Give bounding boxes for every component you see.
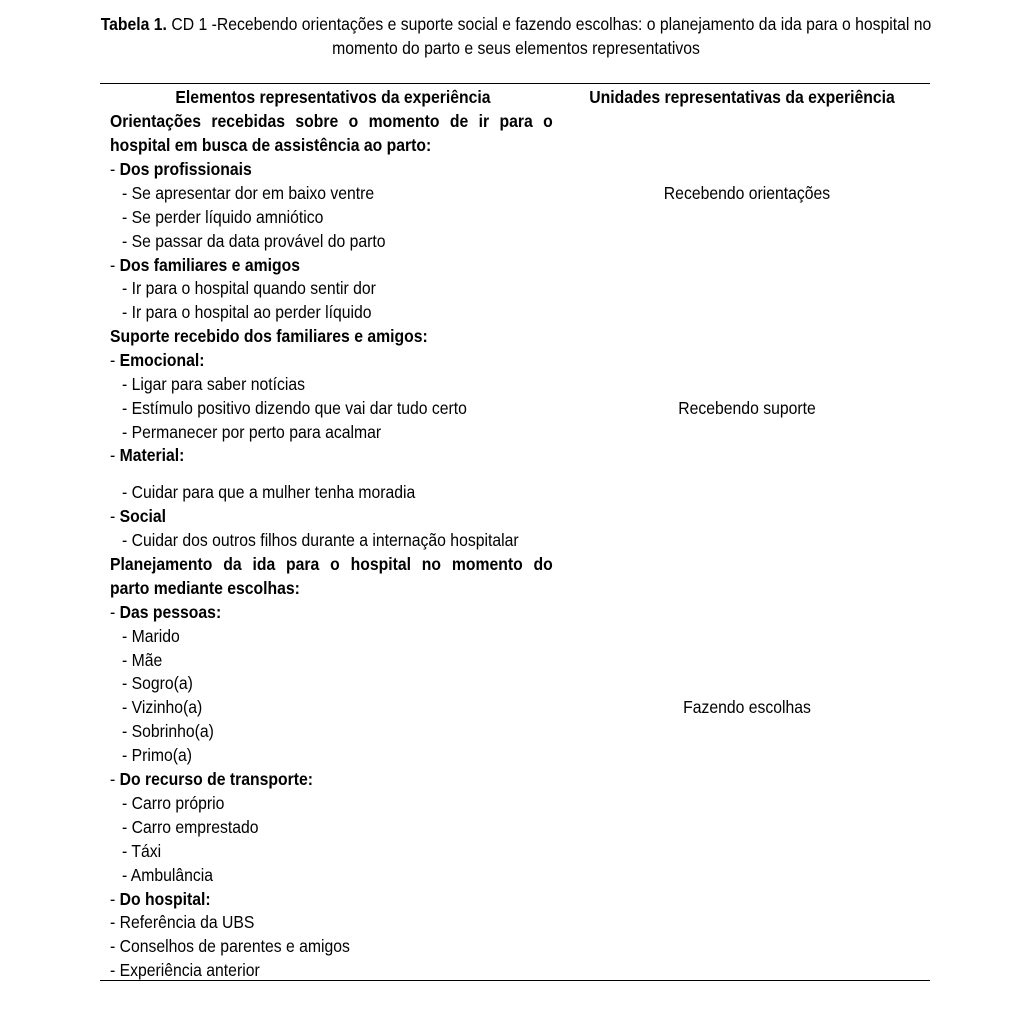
- list-item: - Permanecer por perto para acalmar: [122, 422, 382, 442]
- subcategory-label: [110, 600, 221, 624]
- list-item: - Sogro(a): [122, 673, 193, 693]
- subcategory-text: Social: [119, 506, 167, 526]
- subcategory-text: Dos profissionais: [119, 159, 252, 179]
- caption-text: CD 1 -Recebendo orientações e suporte social e fazendo escolhas: o planejamento da ida para o hospital no momento do parto e seus elementos representativos: [166, 14, 932, 58]
- list-item: - Carro emprestado: [122, 817, 259, 837]
- list-item: - Ambulância: [122, 865, 214, 885]
- subcategory-label: [110, 767, 313, 791]
- list-item: - Se passar da data provável do parto: [122, 231, 386, 251]
- column-header-elements: Elementos representativos da experiência: [175, 87, 491, 107]
- subcategory-label: [110, 157, 252, 181]
- category-heading: Orientações recebidas sobre o momento de ir para o: [110, 111, 553, 131]
- subcategory-label: [110, 443, 184, 467]
- dash-marker: -: [110, 350, 120, 370]
- subcategory-label: [110, 348, 205, 372]
- subcategory-text: Emocional:: [119, 350, 205, 370]
- list-item: - Experiência anterior: [110, 960, 260, 980]
- list-item: - Se perder líquido amniótico: [122, 207, 324, 227]
- subcategory-text: Das pessoas:: [119, 602, 222, 622]
- dash-marker: -: [110, 769, 120, 789]
- list-item: - Se apresentar dor em baixo ventre: [122, 183, 375, 203]
- list-item: - Vizinho(a): [122, 697, 203, 717]
- column-header-units: Unidades representativas da experiência: [589, 87, 895, 107]
- list-item: - Conselhos de parentes e amigos: [110, 936, 350, 956]
- subcategory-text: Dos familiares e amigos: [119, 255, 300, 275]
- list-item: - Primo(a): [122, 745, 193, 765]
- subcategory-label: [110, 253, 300, 277]
- category-heading: parto mediante escolhas:: [110, 578, 300, 598]
- list-item: - Mãe: [122, 650, 163, 670]
- list-item: - Sobrinho(a): [122, 721, 214, 741]
- subcategory-text: Do hospital:: [119, 889, 211, 909]
- subcategory-label: [110, 887, 211, 911]
- list-item: - Ir para o hospital ao perder líquido: [122, 302, 372, 322]
- subcategory-text: Material:: [119, 445, 185, 465]
- dash-marker: -: [110, 159, 120, 179]
- list-item: - Marido: [122, 626, 180, 646]
- list-item: - Ligar para saber notícias: [122, 374, 305, 394]
- table-top-rule: [100, 83, 930, 84]
- list-item: - Cuidar dos outros filhos durante a internação hospitalar: [122, 530, 519, 550]
- category-heading: hospital em busca de assistência ao parto:: [110, 135, 432, 155]
- list-item: - Ir para o hospital quando sentir dor: [122, 278, 376, 298]
- dash-marker: -: [110, 889, 120, 909]
- experience-unit: Fazendo escolhas: [683, 697, 811, 717]
- list-item: - Referência da UBS: [110, 912, 255, 932]
- list-item: - Táxi: [122, 841, 162, 861]
- experience-unit: Recebendo orientações: [663, 183, 831, 203]
- dash-marker: -: [110, 602, 120, 622]
- category-heading: Planejamento da ida para o hospital no momento do: [110, 554, 553, 574]
- table-caption: [88, 12, 945, 60]
- list-item: - Cuidar para que a mulher tenha moradia: [122, 482, 416, 502]
- dash-marker: -: [110, 445, 120, 465]
- category-heading: Suporte recebido dos familiares e amigos:: [110, 326, 428, 346]
- list-item: - Estímulo positivo dizendo que vai dar tudo certo: [122, 398, 467, 418]
- subcategory-text: Do recurso de transporte:: [119, 769, 314, 789]
- caption-label: Tabela 1.: [100, 14, 167, 34]
- dash-marker: -: [110, 506, 120, 526]
- subcategory-label: [110, 504, 166, 528]
- dash-marker: -: [110, 255, 120, 275]
- experience-unit: Recebendo suporte: [678, 398, 816, 418]
- list-item: - Carro próprio: [122, 793, 225, 813]
